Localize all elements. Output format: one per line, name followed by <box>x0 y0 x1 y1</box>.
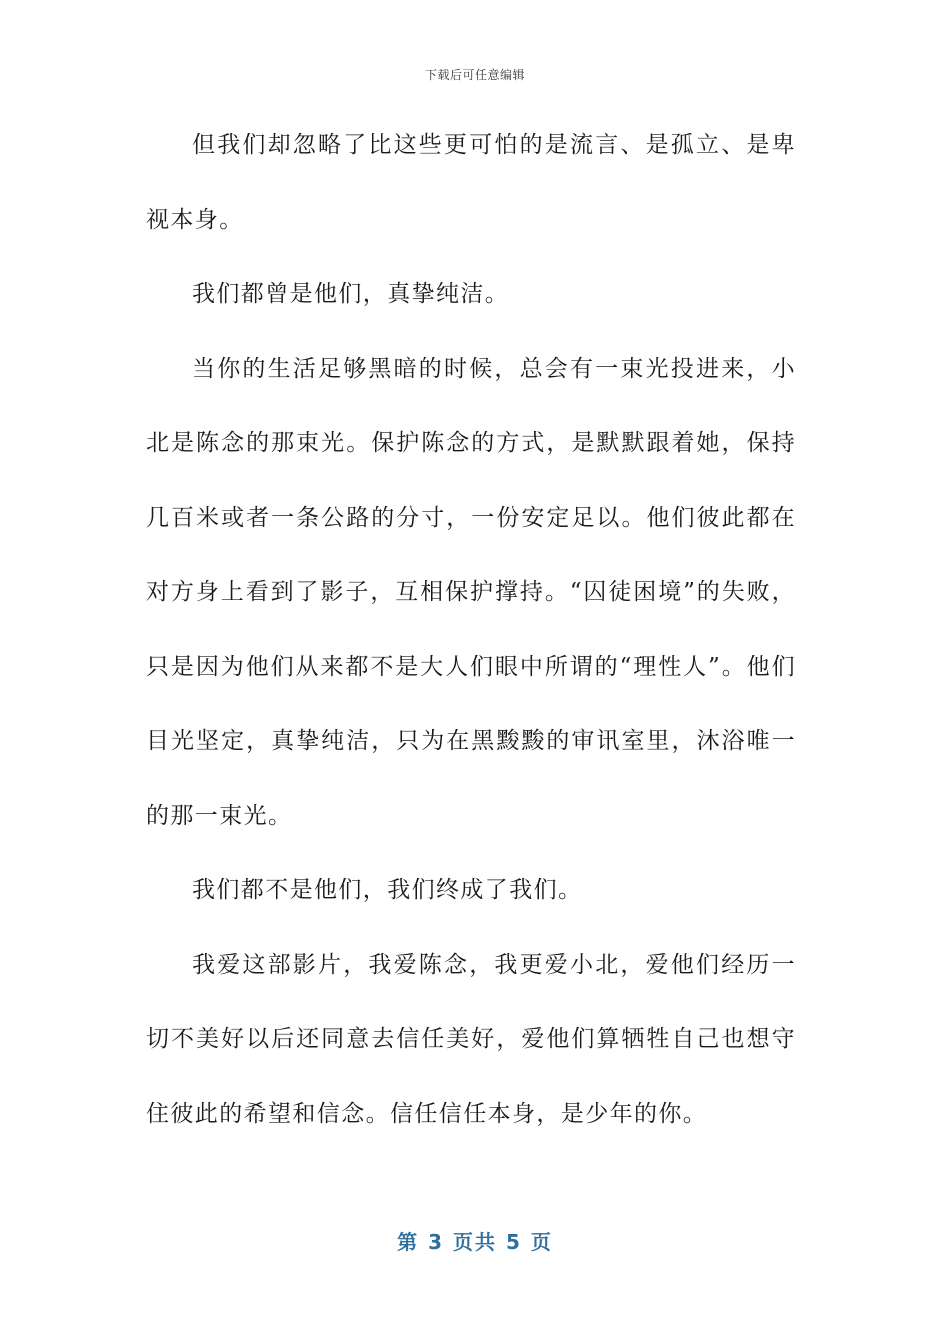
paragraph: 但我们却忽略了比这些更可怕的是流言、是孤立、是卑视本身。 <box>146 132 796 233</box>
paragraph: 我们都曾是他们，真挚纯洁。 <box>192 281 510 307</box>
paragraph: 我爱这部影片，我爱陈念，我更爱小北，爱他们经历一切不美好以后还同意去信任美好，爱他们算牺牲自己也想守住彼此的希望和信念。信任信任本身，是少年的你。 <box>146 951 796 1127</box>
document-body <box>146 108 796 1151</box>
page-number-footer: 第 3 页共 5 页 <box>397 1230 553 1254</box>
header-note: 下载后可任意编辑 <box>424 68 525 82</box>
paragraph: 当你的生活足够黑暗的时候，总会有一束光投进来，小北是陈念的那束光。保护陈念的方式，是默默跟着她，保持几百米或者一条公路的分寸，一份安定足以。他们彼此都在对方身上看到了影子，互相保护撑持。“囚徒困境”的失败，只是因为他们从来都不是大人们眼中所谓的“理性人”。他们目光坚定，真挚纯洁，只为在黑黢黢的审讯室里，沐浴唯一的那一束光。 <box>146 355 796 829</box>
paragraph: 我们都不是他们，我们终成了我们。 <box>192 877 583 903</box>
